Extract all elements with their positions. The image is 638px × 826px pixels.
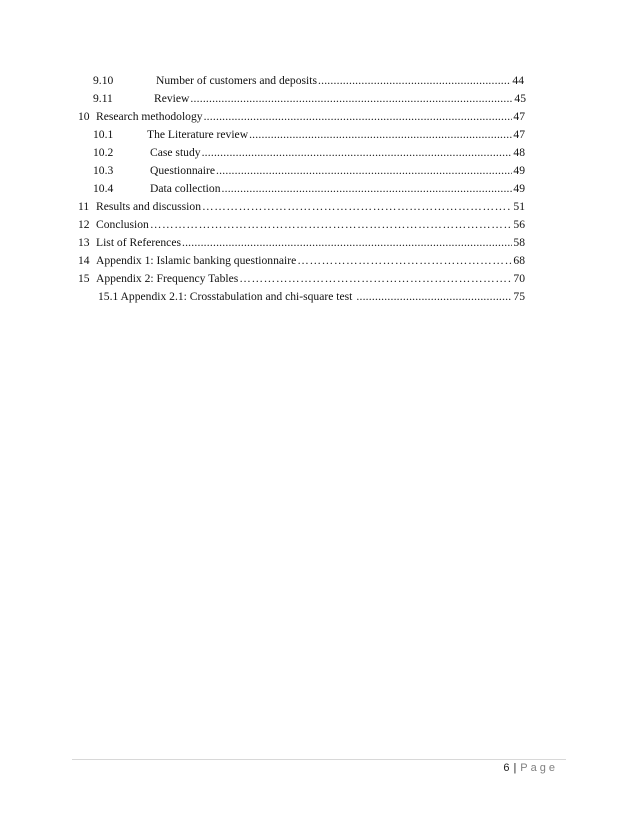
page-footer: [503, 762, 558, 774]
toc-entry-page: 45: [514, 92, 526, 105]
toc-entry-number: 10.1: [93, 128, 114, 141]
toc-entry-title: Appendix 2: Frequency Tables: [96, 272, 239, 285]
dot-leader: [202, 146, 513, 160]
toc-entry-title: The Literature review: [147, 128, 249, 141]
toc-entry-page: 47: [513, 110, 525, 123]
dot-leader: [356, 290, 512, 304]
toc-entry-title: Results and discussion: [96, 200, 201, 213]
toc-entry-title: Research methodology: [96, 110, 203, 123]
toc-entry[interactable]: [93, 164, 525, 178]
toc-entry-number: 15: [78, 272, 90, 285]
page-number: 6: [503, 762, 510, 774]
toc-entry-page: 75: [513, 290, 525, 303]
toc-entry-page: 58: [513, 236, 525, 249]
toc-entry-page: 68: [513, 254, 525, 267]
dot-leader: [249, 128, 512, 142]
toc-entry-title: Data collection: [150, 182, 221, 195]
toc-entry-number: 12: [78, 218, 90, 231]
toc-entry[interactable]: [78, 110, 525, 124]
toc-entry-page: 44: [512, 74, 524, 87]
dot-leader: [182, 236, 512, 250]
toc-entry-page: 49: [513, 182, 525, 195]
footer-divider: [72, 759, 566, 760]
toc-entry[interactable]: [78, 218, 525, 232]
dot-leader: [239, 272, 512, 286]
page-label: Page: [520, 762, 558, 774]
toc-entry[interactable]: [93, 182, 525, 196]
footer-separator: |: [513, 762, 517, 774]
toc-entry[interactable]: [98, 290, 525, 304]
dot-leader: [222, 182, 513, 196]
toc-entry[interactable]: [78, 200, 525, 214]
toc-entry-page: 51: [513, 200, 525, 213]
dot-leader: [204, 110, 513, 124]
toc-entry[interactable]: [78, 236, 525, 250]
toc-entry-number: 10.2: [93, 146, 114, 159]
toc-entry[interactable]: [93, 92, 526, 106]
dot-leader: [318, 74, 511, 88]
toc-entry-page: 47: [513, 128, 525, 141]
toc-entry-page: 49: [513, 164, 525, 177]
toc-entry[interactable]: [78, 272, 525, 286]
dot-leader: [216, 164, 512, 178]
dot-leader: [190, 92, 513, 106]
toc-entry-number: 10: [78, 110, 90, 123]
toc-entry-number: 9.11: [93, 92, 113, 105]
toc-entry-page: 56: [513, 218, 525, 231]
dot-leader: [202, 200, 512, 214]
toc-entry[interactable]: [93, 146, 525, 160]
toc-entry[interactable]: [78, 254, 525, 268]
toc-entry[interactable]: [93, 128, 525, 142]
dot-leader: [297, 254, 512, 268]
toc-entry-number: 11: [78, 200, 90, 213]
toc-entry-title: List of References: [96, 236, 181, 249]
toc-entry-number: 9.10: [93, 74, 114, 87]
toc-entry-title: Number of customers and deposits: [156, 74, 317, 87]
toc-entry-title: Case study: [150, 146, 201, 159]
toc-entry-title: Questionnaire: [150, 164, 216, 177]
toc-entry-page: 70: [513, 272, 525, 285]
toc-entry-page: 48: [513, 146, 525, 159]
toc-entry[interactable]: [93, 74, 524, 88]
toc-entry-number: 14: [78, 254, 90, 267]
toc-entry-number: 13: [78, 236, 90, 249]
toc-entry-number: 10.3: [93, 164, 114, 177]
dot-leader: [150, 218, 513, 232]
toc-entry-title: Appendix 1: Islamic banking questionnaire: [96, 254, 297, 267]
toc-entry-title: Review: [154, 92, 190, 105]
toc-entry-title: Conclusion: [96, 218, 149, 231]
toc-entry-title: 15.1 Appendix 2.1: Crosstabulation and chi-square test: [98, 290, 353, 303]
toc-entry-number: 10.4: [93, 182, 114, 195]
